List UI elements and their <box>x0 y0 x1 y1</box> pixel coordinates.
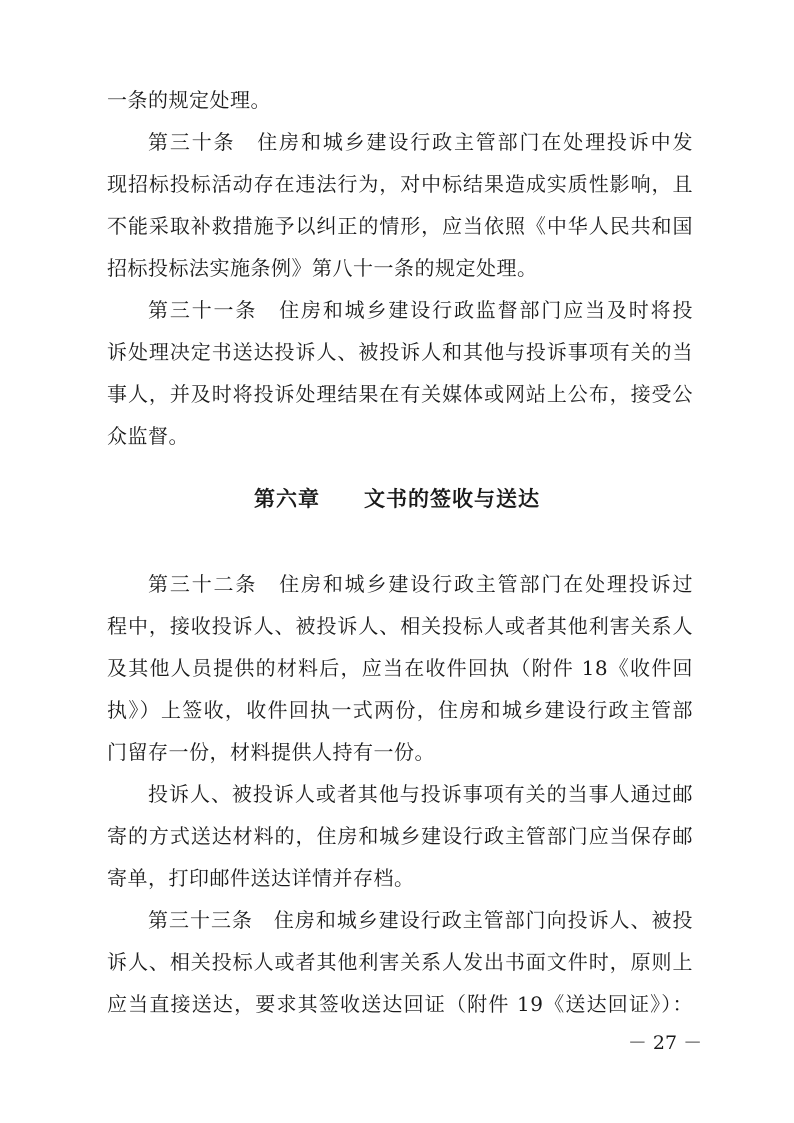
text-line: 现招标投标活动存在违法行为，对中标结果造成实质性影响，且 <box>107 172 693 196</box>
text-line: 程中，接收投诉人、被投诉人、相关投标人或者其他利害关系人 <box>107 614 693 638</box>
text-line: 诉处理决定书送达投诉人、被投诉人和其他与投诉事项有关的当 <box>107 340 693 364</box>
text-line: 第三十条 住房和城乡建设行政主管部门在处理投诉中发 <box>148 130 693 154</box>
text-line: 事人，并及时将投诉处理结果在有关媒体或网站上公布，接受公 <box>107 382 693 406</box>
text-line: 第三十一条 住房和城乡建设行政监督部门应当及时将投 <box>148 298 693 322</box>
text-line: 不能采取补救措施予以纠正的情形，应当依照《中华人民共和国 <box>107 214 693 238</box>
text-line: 寄的方式送达材料的，住房和城乡建设行政主管部门应当保存邮 <box>107 824 693 848</box>
text-line: 诉人、相关投标人或者其他利害关系人发出书面文件时，原则上 <box>107 950 693 974</box>
text-line: 众监督。 <box>107 424 189 448</box>
text-line: 一条的规定处理。 <box>107 88 271 112</box>
text-line: 投诉人、被投诉人或者其他与投诉事项有关的当事人通过邮 <box>148 782 693 806</box>
text-line: 寄单，打印邮件送达详情并存档。 <box>107 866 415 890</box>
text-line: 招标投标法实施条例》第八十一条的规定处理。 <box>107 256 538 280</box>
page-number: － 27 － <box>627 1032 703 1054</box>
chapter-heading: 第六章 文书的签收与送达 <box>254 487 540 511</box>
text-line: 应当直接送达，要求其签收送达回证（附件 19《送达回证》）： <box>107 992 693 1016</box>
text-line: 第三十二条 住房和城乡建设行政主管部门在处理投诉过 <box>148 572 693 596</box>
text-line: 第三十三条 住房和城乡建设行政主管部门向投诉人、被投 <box>148 908 693 932</box>
text-line: 及其他人员提供的材料后，应当在收件回执（附件 18《收件回 <box>107 656 693 680</box>
text-line: 门留存一份，材料提供人持有一份。 <box>107 740 435 764</box>
text-line: 执》）上签收，收件回执一式两份，住房和城乡建设行政主管部 <box>107 698 693 722</box>
